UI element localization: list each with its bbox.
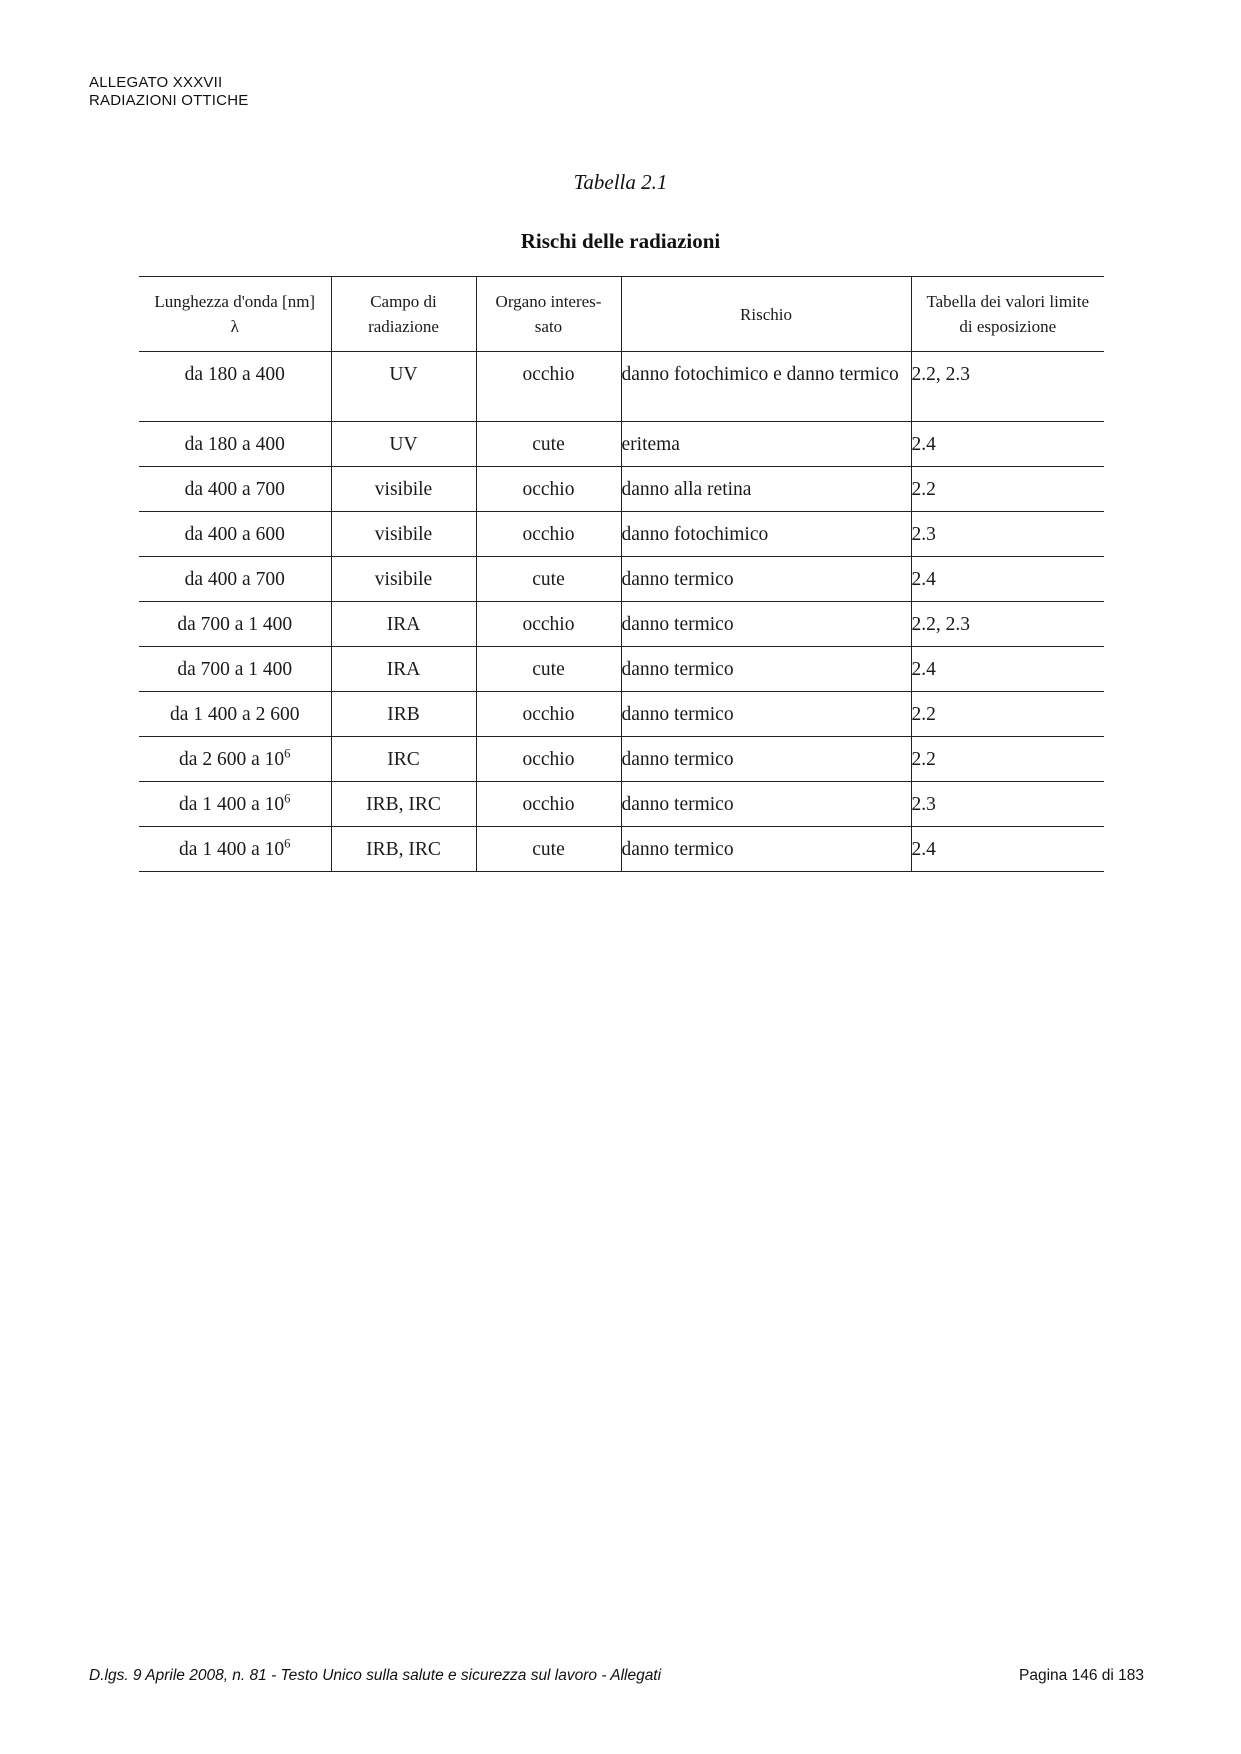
table-row — [139, 557, 1104, 602]
wavelength-base: da 2 600 a 10 — [179, 748, 285, 770]
cell-limits: 2.4 — [911, 827, 1104, 872]
table-row — [139, 422, 1104, 467]
risks-table — [139, 276, 1104, 872]
cell-risk: danno termico — [621, 557, 911, 602]
cell-limits: 2.4 — [911, 647, 1104, 692]
cell-wavelength: da 180 a 400 — [139, 352, 331, 422]
header-limits — [911, 277, 1104, 352]
cell-organ: occhio — [476, 467, 621, 512]
header-organ — [476, 277, 621, 352]
cell-limits: 2.3 — [911, 782, 1104, 827]
table-title: Rischi delle radiazioni — [520, 229, 721, 253]
table-caption: Tabella 2.1 — [573, 170, 668, 194]
cell-organ: occhio — [476, 512, 621, 557]
wavelength-exponent: 6 — [284, 791, 291, 805]
cell-wavelength — [139, 737, 331, 782]
cell-limits: 2.4 — [911, 422, 1104, 467]
cell-organ: occhio — [476, 737, 621, 782]
cell-risk: danno fotochimico — [621, 512, 911, 557]
cell-field: visibile — [331, 557, 476, 602]
cell-organ: cute — [476, 647, 621, 692]
cell-wavelength — [139, 827, 331, 872]
header-limits-line-2: di esposizione — [959, 317, 1057, 336]
cell-organ: cute — [476, 422, 621, 467]
header-field-line-1: Campo di — [370, 292, 437, 311]
wavelength-base: da 1 400 a 10 — [179, 838, 285, 860]
cell-risk: danno termico — [621, 737, 911, 782]
table-row — [139, 647, 1104, 692]
header-line-2: RADIAZIONI OTTICHE — [89, 92, 249, 109]
cell-risk: danno termico — [621, 647, 911, 692]
header-risk: Rischio — [621, 277, 911, 352]
table-header-row — [139, 277, 1104, 352]
wavelength-exponent: 6 — [284, 746, 291, 760]
cell-wavelength: da 400 a 600 — [139, 512, 331, 557]
table-row — [139, 467, 1104, 512]
header-wavelength-line-2: λ — [230, 317, 239, 336]
cell-field: IRC — [331, 737, 476, 782]
table-row — [139, 782, 1104, 827]
header-field — [331, 277, 476, 352]
cell-organ: cute — [476, 557, 621, 602]
cell-organ: occhio — [476, 692, 621, 737]
header-organ-line-1: Organo interes- — [495, 292, 602, 311]
header-limits-line-1: Tabella dei valori limite — [926, 292, 1090, 311]
cell-risk: danno termico — [621, 782, 911, 827]
cell-limits: 2.2, 2.3 — [911, 602, 1104, 647]
header-organ-line-2: sato — [534, 317, 563, 336]
cell-organ: occhio — [476, 782, 621, 827]
cell-wavelength: da 180 a 400 — [139, 422, 331, 467]
header-wavelength — [139, 277, 331, 352]
cell-field: IRB, IRC — [331, 782, 476, 827]
cell-field: UV — [331, 422, 476, 467]
cell-limits: 2.4 — [911, 557, 1104, 602]
cell-field: IRB, IRC — [331, 827, 476, 872]
cell-wavelength: da 400 a 700 — [139, 467, 331, 512]
cell-risk: danno termico — [621, 827, 911, 872]
cell-field: UV — [331, 352, 476, 422]
cell-risk: eritema — [621, 422, 911, 467]
header-line-1: ALLEGATO XXXVII — [89, 74, 223, 91]
cell-field: IRA — [331, 602, 476, 647]
table-row — [139, 352, 1104, 422]
table-row — [139, 737, 1104, 782]
cell-field: IRB — [331, 692, 476, 737]
wavelength-base: da 1 400 a 10 — [179, 793, 285, 815]
cell-field: visibile — [331, 467, 476, 512]
table-row — [139, 512, 1104, 557]
cell-limits: 2.2, 2.3 — [911, 352, 1104, 422]
header-wavelength-line-1: Lunghezza d'onda [nm] — [154, 292, 316, 311]
cell-organ: occhio — [476, 352, 621, 422]
footer-document-reference: D.lgs. 9 Aprile 2008, n. 81 - Testo Unico sulla salute e sicurezza sul lavoro - Allegati — [89, 1667, 662, 1684]
cell-organ: occhio — [476, 602, 621, 647]
cell-limits: 2.2 — [911, 467, 1104, 512]
cell-wavelength: da 700 a 1 400 — [139, 602, 331, 647]
cell-risk: danno termico — [621, 692, 911, 737]
cell-wavelength: da 700 a 1 400 — [139, 647, 331, 692]
footer-page-number: Pagina 146 di 183 — [1019, 1667, 1144, 1684]
cell-limits: 2.3 — [911, 512, 1104, 557]
cell-limits: 2.2 — [911, 737, 1104, 782]
wavelength-exponent: 6 — [284, 836, 291, 850]
cell-organ: cute — [476, 827, 621, 872]
table-row — [139, 827, 1104, 872]
table-row — [139, 602, 1104, 647]
table-row — [139, 692, 1104, 737]
cell-wavelength: da 1 400 a 2 600 — [139, 692, 331, 737]
cell-risk: danno alla retina — [621, 467, 911, 512]
cell-field: IRA — [331, 647, 476, 692]
cell-wavelength — [139, 782, 331, 827]
header-field-line-2: radiazione — [368, 317, 439, 336]
page-header — [89, 74, 248, 110]
cell-wavelength: da 400 a 700 — [139, 557, 331, 602]
cell-field: visibile — [331, 512, 476, 557]
cell-risk: danno termico — [621, 602, 911, 647]
cell-limits: 2.2 — [911, 692, 1104, 737]
cell-risk: danno fotochimico e danno termico — [621, 352, 911, 422]
